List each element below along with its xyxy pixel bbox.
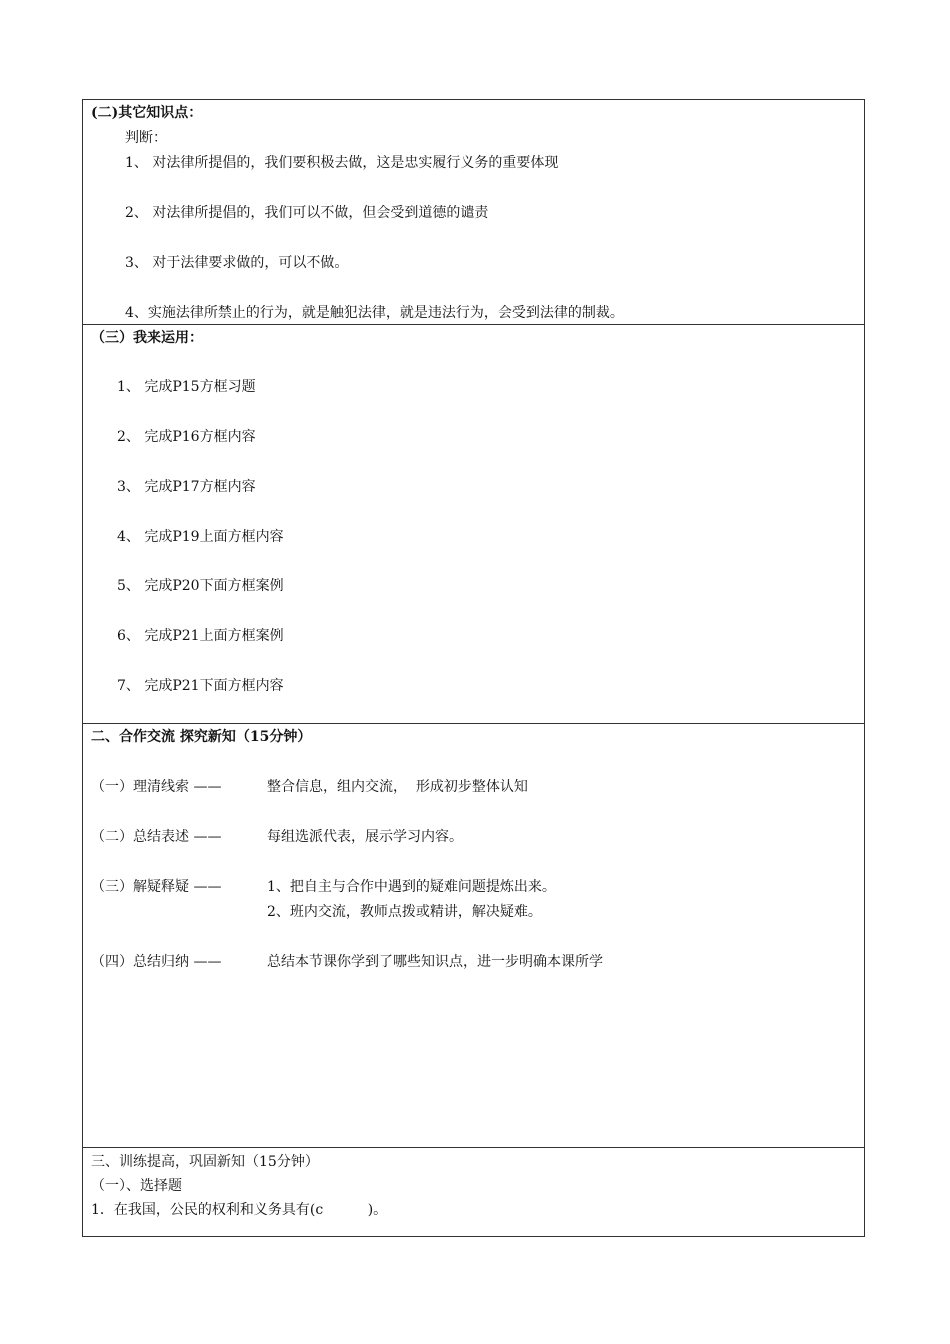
section-heading: （三）我来运用：: [91, 330, 203, 346]
row-text: 整合信息，组内交流， 形成初步整体认知: [267, 779, 528, 795]
list-item: 1、 对法律所提倡的，我们要积极去做，这是忠实履行义务的重要体现: [125, 155, 559, 171]
section-heading: 二、合作交流 探究新知（15分钟）: [91, 729, 312, 745]
row-text: 2、班内交流，教师点拨或精讲，解决疑难。: [267, 904, 542, 920]
list-item: 7、 完成P21下面方框内容: [117, 678, 284, 694]
list-item: 4、 完成P19上面方框内容: [117, 529, 284, 545]
list-item: 3、 对于法律要求做的，可以不做。: [125, 255, 349, 271]
list-item: 1、 完成P15方框习题: [117, 379, 256, 395]
row-text: 每组选派代表，展示学习内容。: [267, 829, 463, 845]
list-item: 2、 完成P16方框内容: [117, 429, 256, 445]
row-label: （二）总结表述 ——: [91, 829, 222, 845]
section-subheading: （一）、选择题: [91, 1178, 182, 1194]
list-item: 6、 完成P21上面方框案例: [117, 628, 284, 644]
section-other-knowledge: [82, 99, 865, 325]
list-item: 4、实施法律所禁止的行为，就是触犯法律，就是违法行为，会受到法律的制裁。: [125, 305, 624, 321]
section-apply: [82, 324, 865, 724]
section-training: [82, 1147, 865, 1237]
list-item: 5、 完成P20下面方框案例: [117, 578, 284, 594]
section-cooperation: [82, 723, 865, 1148]
row-label: （三）解疑释疑 ——: [91, 879, 222, 895]
row-text: 1、把自主与合作中遇到的疑难问题提炼出来。: [267, 879, 556, 895]
row-text: 总结本节课你学到了哪些知识点，进一步明确本课所学: [267, 954, 603, 970]
list-item: 3、 完成P17方框内容: [117, 479, 256, 495]
row-label: （四）总结归纳 ——: [91, 954, 222, 970]
row-label: （一）理清线索 ——: [91, 779, 222, 795]
section-heading: 三、训练提高，巩固新知（15分钟）: [91, 1154, 319, 1170]
question-text: 1．在我国，公民的权利和义务具有(c )。: [91, 1202, 388, 1218]
section-heading: (二)其它知识点：: [91, 105, 203, 121]
list-item: 2、 对法律所提倡的，我们可以不做，但会受到道德的谴责: [125, 205, 489, 221]
section-subheading: 判断：: [125, 130, 167, 146]
